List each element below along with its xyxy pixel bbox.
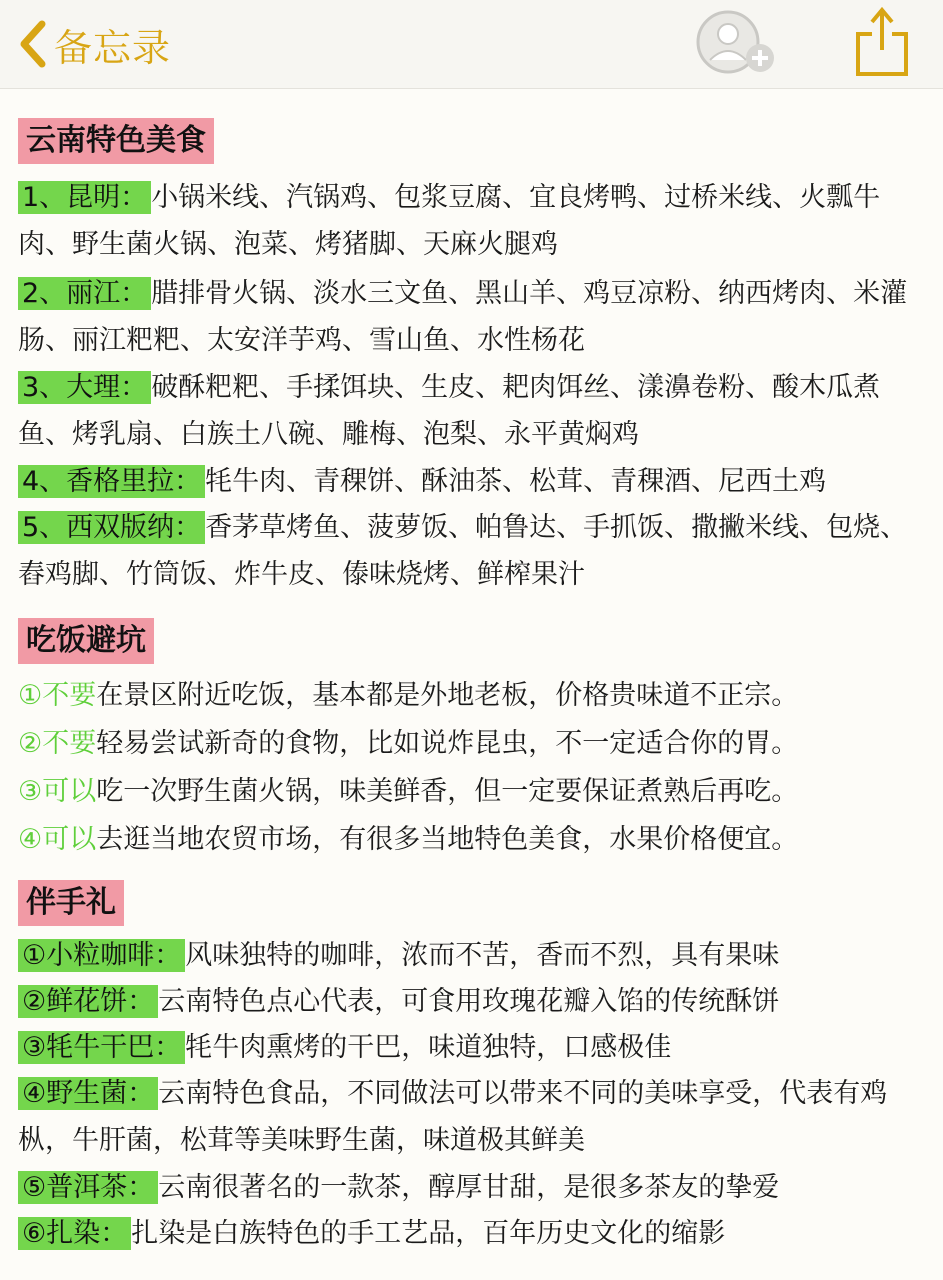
food-item-text: 小锅米线、汽锅鸡、包浆豆腐、宜良烤鸭、过桥米线、火瓢牛肉、野生菌火锅、泡菜、烤猪脚、天麻火腿鸡 (18, 182, 881, 260)
food-item-text: 牦牛肉、青稞饼、酥油茶、松茸、青稞酒、尼西土鸡 (205, 466, 827, 497)
food-item-2 (18, 270, 928, 364)
gift-item-4 (18, 1070, 928, 1164)
food-item-5 (18, 504, 928, 598)
gift-item-tag: ①小粒咖啡： (18, 939, 185, 972)
pitfall-item-3 (18, 768, 928, 815)
food-item-text: 香茅草烤鱼、菠萝饭、帕鲁达、手抓饭、撒撇米线、包烧、舂鸡脚、竹筒饭、炸牛皮、傣味烧烤、鲜榨果汁 (18, 512, 908, 590)
gift-item-text: 风味独特的咖啡，浓而不苦，香而不烈，具有果味 (185, 940, 780, 971)
chevron-left-icon (18, 20, 48, 68)
pitfall-item-4 (18, 816, 928, 863)
gift-item-text: 云南特色点心代表，可食用玫瑰花瓣入馅的传统酥饼 (158, 986, 780, 1017)
food-item-4 (18, 458, 928, 505)
gift-item-tag: ③牦牛干巴： (18, 1031, 185, 1064)
food-item-text: 腊排骨火锅、淡水三文鱼、黑山羊、鸡豆凉粉、纳西烤肉、米灌肠、丽江粑粑、太安洋芋鸡、雪山鱼、水性杨花 (18, 278, 908, 356)
share-button[interactable] (852, 4, 912, 78)
gift-item-text: 扎染是白族特色的手工艺品，百年历史文化的缩影 (131, 1218, 726, 1249)
pitfall-hint: ④可以 (18, 824, 97, 855)
pitfall-item-1 (18, 672, 928, 719)
food-item-tag: 2、丽江： (18, 277, 151, 310)
pitfall-text: 在景区附近吃饭，基本都是外地老板，价格贵味道不正宗。 (96, 680, 799, 711)
food-item-tag: 4、香格里拉： (18, 465, 205, 498)
gift-item-6 (18, 1210, 928, 1257)
pitfall-hint: ①不要 (18, 680, 97, 711)
food-item-3 (18, 364, 928, 458)
pitfall-text: 吃一次野生菌火锅，味美鲜香，但一定要保证煮熟后再吃。 (96, 776, 799, 807)
section-title-pitfalls: 吃饭避坑 (18, 618, 154, 664)
section-title-food: 云南特色美食 (18, 118, 214, 164)
gift-item-text: 云南特色食品，不同做法可以带来不同的美味享受，代表有鸡枞，牛肝菌，松茸等美味野生菌，味道极其鲜美 (18, 1078, 888, 1156)
gift-item-text: 云南很著名的一款茶，醇厚甘甜，是很多茶友的挚爱 (158, 1172, 780, 1203)
food-item-tag: 3、大理： (18, 371, 151, 404)
food-item-text: 破酥粑粑、手揉饵块、生皮、耙肉饵丝、漾濞卷粉、酸木瓜煮鱼、烤乳扇、白族土八碗、雕梅、泡梨、永平黄焖鸡 (18, 372, 881, 450)
pitfall-hint: ②不要 (18, 728, 97, 759)
add-contact-icon (694, 8, 784, 80)
food-item-1 (18, 174, 928, 268)
gift-item-tag: ⑥扎染： (18, 1217, 131, 1250)
gift-item-5 (18, 1164, 928, 1211)
gift-item-3 (18, 1024, 928, 1071)
back-label: 备忘录 (54, 25, 172, 70)
food-item-tag: 5、西双版纳： (18, 511, 205, 544)
gift-item-tag: ②鲜花饼： (18, 985, 158, 1018)
add-contact-button[interactable] (694, 8, 784, 80)
food-item-tag: 1、昆明： (18, 181, 151, 214)
gift-item-tag: ⑤普洱茶： (18, 1171, 158, 1204)
pitfall-hint: ③可以 (18, 776, 97, 807)
section-title-gifts: 伴手礼 (18, 880, 124, 926)
gift-item-1 (18, 932, 928, 979)
gift-item-text: 牦牛肉熏烤的干巴，味道独特，口感极佳 (185, 1032, 672, 1063)
share-icon (852, 4, 912, 78)
pitfall-item-2 (18, 720, 928, 767)
nav-bar (0, 0, 943, 89)
pitfall-text: 轻易尝试新奇的食物，比如说炸昆虫，不一定适合你的胃。 (96, 728, 799, 759)
gift-item-2 (18, 978, 928, 1025)
pitfall-text: 去逛当地农贸市场，有很多当地特色美食，水果价格便宜。 (96, 824, 799, 855)
gift-item-tag: ④野生菌： (18, 1077, 158, 1110)
back-button[interactable] (18, 18, 171, 70)
